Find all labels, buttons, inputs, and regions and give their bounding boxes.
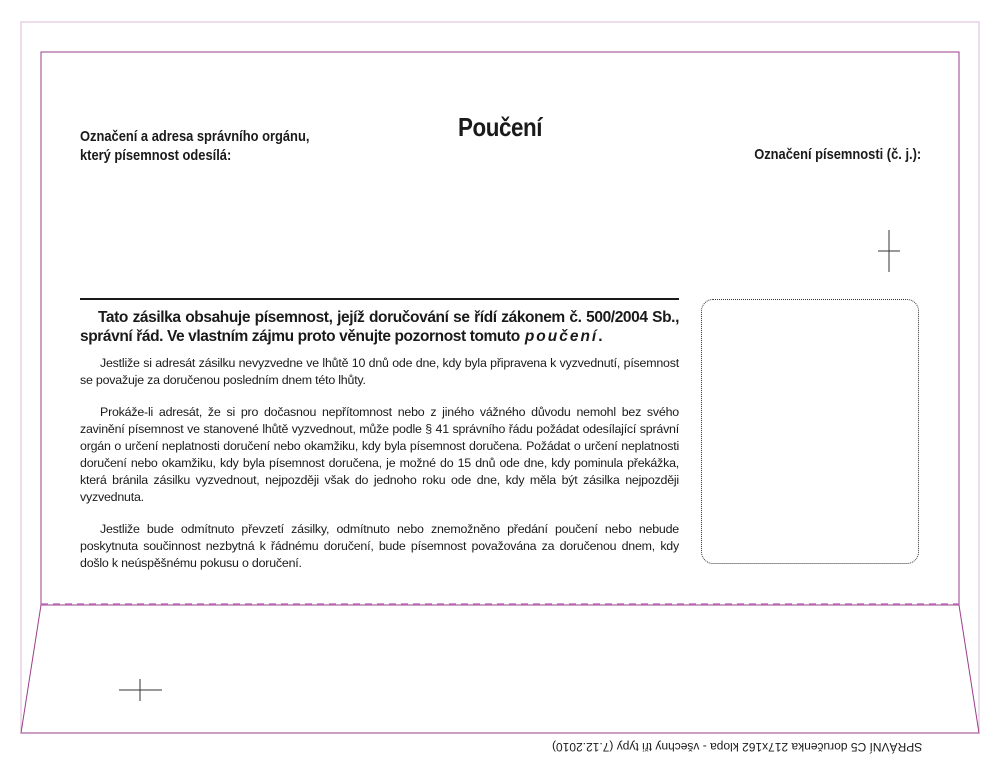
print-note-text: SPRÁVNÍ C5 doručenka 217x162 klopa - všechny tři typy (7.12.2010)	[551, 740, 922, 754]
paragraph-invalidity-request: Prokáže-li adresát, že si pro dočasnou nepřítomnost nebo z jiného vážného důvodu nemohl bez svého zavinění písemnost ve stanovené lhůtě vyzvednout, může podle § 41 správního řádu požádat odesílající správní orgán o určení neplatnosti doručení nebo okamžiku, kdy byla písemnost doručena. Požádat o určení neplatnosti doručení nebo okamžiku, kdy byla písemnost doručena, je možné do 15 dnů ode dne, kdy pominula překážka, která bránila zásilku vyzvednout, nejpozději však do jednoho roku ode dne, kdy měla být zásilka nejpozději vyzvednuta.	[80, 405, 679, 504]
lead-paragraph	[80, 308, 679, 346]
sender-address-label	[80, 127, 309, 165]
instruction-text	[80, 308, 679, 587]
lead-end: .	[598, 328, 603, 345]
page-title: Poučení	[458, 112, 542, 142]
envelope-flap	[21, 605, 979, 733]
document-reference-label: Označení písemnosti (č. j.):	[753, 146, 921, 163]
divider-rule	[80, 298, 679, 300]
crosshair-bottom-left	[119, 679, 162, 701]
crosshair-top-right	[878, 230, 900, 272]
sender-label-line2: který písemnost odesílá:	[80, 147, 232, 164]
sender-label-line1: Označení a adresa správního orgánu,	[80, 128, 310, 145]
paragraph-refusal: Jestliže bude odmítnuto převzetí zásilky, odmítnuto nebo znemožněno předání poučení nebo nebude poskytnuta součinnost nezbytná k řádnému doručení, bude písemnost považována za doručenou dnem, kdy došlo k neúspěšnému pokusu o doručení.	[80, 522, 679, 570]
address-window-box	[701, 299, 919, 564]
lead-text: Tato zásilka obsahuje písemnost, jejíž doručování se řídí zákonem č. 500/2004 Sb., správní řád. Ve vlastním zájmu proto věnujte pozornost tomuto	[80, 309, 679, 345]
paragraph-pickup-deadline: Jestliže si adresát zásilku nevyzvedne ve lhůtě 10 dnů ode dne, kdy byla připravena k vyzvednutí, písemnost se považuje za doručenou posledním dnem této lhůty.	[80, 356, 679, 387]
lead-emphasis: poučení	[524, 328, 599, 345]
